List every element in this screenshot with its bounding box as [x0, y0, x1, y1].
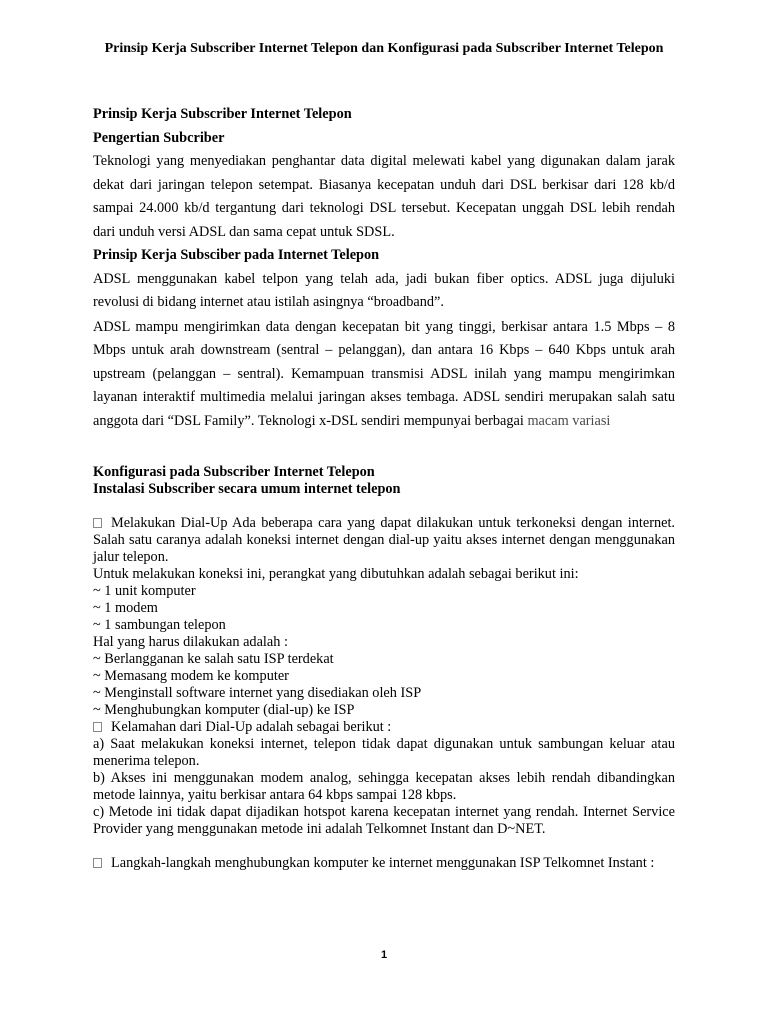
paragraph-dialup-text: Melakukan Dial-Up Ada beberapa cara yang dapat dilakukan untuk terkoneksi dengan internet. Salah satu caranya adalah koneksi internet dengan dial-up yaitu akses internet dengan menggunakan jalur telepon.: [93, 515, 675, 565]
paragraph-dialup: [93, 515, 675, 566]
section-konfigurasi: [93, 464, 675, 872]
list-item: ~ 1 modem: [93, 600, 158, 616]
paragraph-adsl-speed-text: ADSL mampu mengirimkan data dengan kecepatan bit yang tinggi, berkisar antara 1.5 Mbps – 8 Mbps untuk arah downstream (sentral – pelanggan), dan antara 16 Kbps – 640 Kbps untuk arah upstream (pelanggan – sentral). Kemampuan transmisi ADSL inilah yang mampu mengirimkan layanan interaktif multimedia melalui jaringan akses tembaga. ADSL sendiri merupakan salah satu anggota dari “DSL Family”. Teknologi x-DSL sendiri mempunyai berbagai: [93, 318, 675, 429]
section-prinsip-kerja: [93, 103, 675, 433]
weakness-item-a: a) Saat melakukan koneksi internet, telepon tidak dapat digunakan untuk sambungan keluar atau menerima telepon.: [93, 736, 675, 769]
subheading-pengertian: Pengertian Subcriber: [93, 129, 225, 146]
section-heading: Prinsip Kerja Subscriber Internet Telepon: [93, 106, 352, 122]
section-heading-konfigurasi: Konfigurasi pada Subscriber Internet Telepon: [93, 464, 375, 480]
weakness-intro-text: Kelamahan dari Dial-Up adalah sebagai berikut :: [111, 719, 392, 735]
bullet-box-icon: [93, 858, 102, 868]
paragraph-telkomnet: [93, 855, 675, 872]
document-title: Prinsip Kerja Subscriber Internet Telepon dan Konfigurasi pada Subscriber Internet Telepon: [104, 41, 664, 56]
list-item: ~ 1 sambungan telepon: [93, 617, 226, 633]
weakness-intro: [93, 719, 675, 736]
paragraph-telkomnet-text: Langkah-langkah menghubungkan komputer ke internet menggunakan ISP Telkomnet Instant :: [111, 855, 655, 871]
weakness-item-b: b) Akses ini menggunakan modem analog, sehingga kecepatan akses lebih rendah dibandingkan metode lainnya, yaitu berkisar antara 64 kbps sampai 128 kbps.: [93, 770, 675, 803]
subheading-prinsip-kerja-subscriber: Prinsip Kerja Subsciber pada Internet Telepon: [93, 247, 380, 263]
list-item: ~ Menginstall software internet yang disediakan oleh ISP: [93, 685, 422, 701]
paragraph-adsl-speed: [93, 316, 675, 434]
list-item: ~ Memasang modem ke komputer: [93, 668, 289, 684]
list-item: ~ 1 unit komputer: [93, 583, 196, 599]
devices-intro: Untuk melakukan koneksi ini, perangkat yang dibutuhkan adalah sebagai berikut ini:: [93, 566, 579, 582]
steps-intro: Hal yang harus dilakukan adalah :: [93, 634, 288, 650]
list-item: ~ Menghubungkan komputer (dial-up) ke ISP: [93, 702, 355, 718]
paragraph-adsl-speed-tail: macam variasi: [527, 412, 611, 429]
page-number: 1: [380, 949, 388, 961]
subheading-instalasi: Instalasi Subscriber secara umum internet telepon: [93, 481, 401, 497]
bullet-box-icon: [93, 518, 102, 528]
list-item: ~ Berlangganan ke salah satu ISP terdekat: [93, 651, 334, 667]
bullet-box-icon: [93, 722, 102, 732]
weakness-item-c: c) Metode ini tidak dapat dijadikan hotspot karena kecepatan internet yang rendah. Internet Service Provider yang menggunakan metode ini adalah Telkomnet Instant dan D~NET.: [93, 804, 675, 837]
paragraph-pengertian: Teknologi yang menyediakan penghantar data digital melewati kabel yang digunakan dalam jarak dekat dari jaringan telepon setempat. Biasanya kecepatan unduh dari DSL berkisar dari 128 kb/d sampai 24.000 kb/d tergantung dari teknologi DSL tersebut. Kecepatan unggah DSL lebih rendah dari unduh versi ADSL dan sama cepat untuk SDSL.: [93, 153, 675, 240]
paragraph-adsl-intro: ADSL menggunakan kabel telpon yang telah ada, jadi bukan fiber optics. ADSL juga dijuluki revolusi di bidang internet atau istilah asingnya “broadband”.: [93, 270, 675, 310]
